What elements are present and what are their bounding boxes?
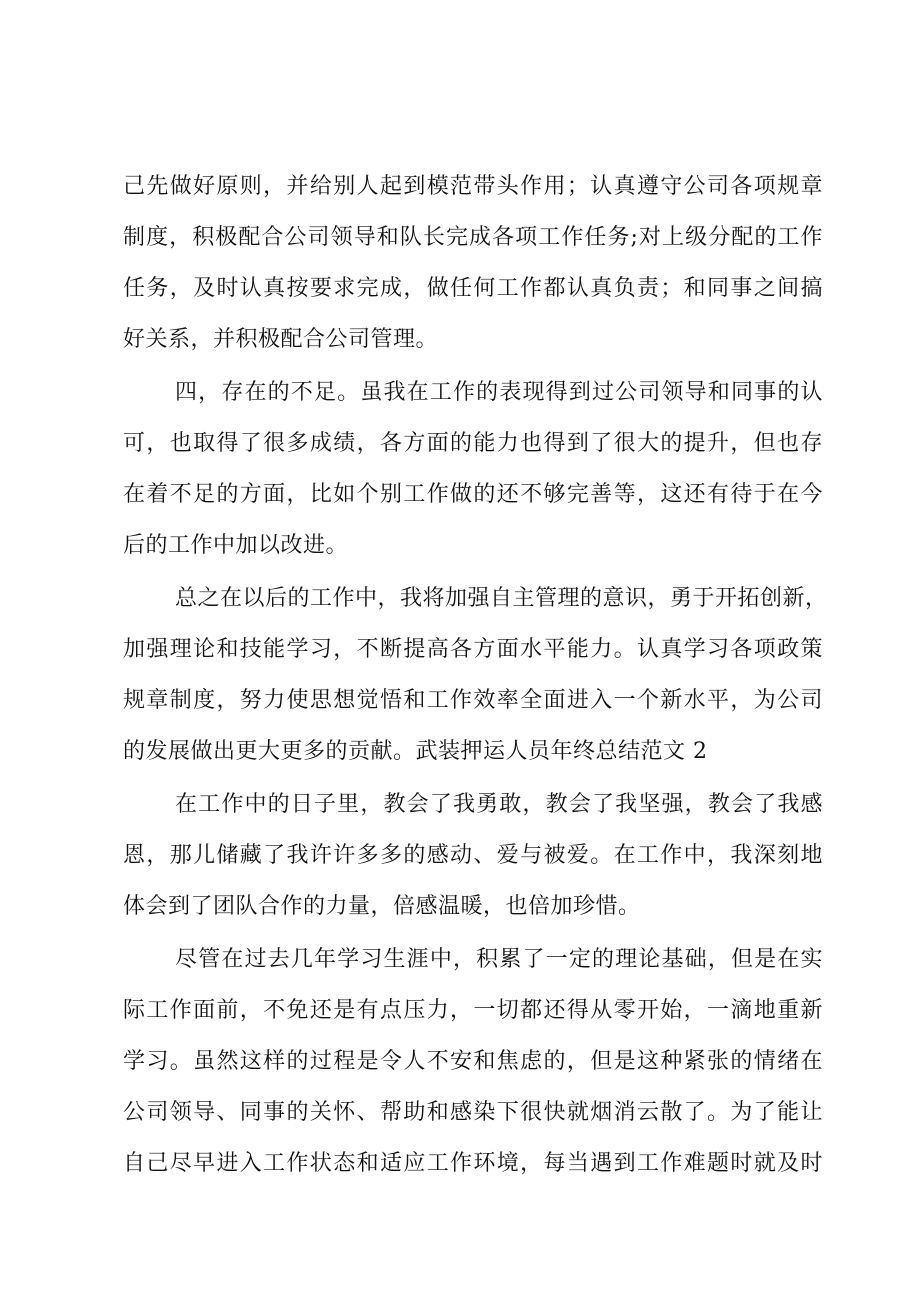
paragraph-line: 总之在以后的工作中，我将加强自主管理的意识，勇于开拓创新， [175, 586, 828, 611]
paragraph-line: 在着不足的方面，比如个别工作做的还不够完善等，这还有待于在今 [123, 482, 823, 507]
paragraph-line: 学习。虽然这样的过程是令人不安和焦虑的，但是这种紧张的情绪在 [123, 1049, 823, 1074]
paragraph-line: 后的工作中加以改进。 [123, 533, 349, 558]
paragraph-line: 四，存在的不足。虽我在工作的表现得到过公司领导和同事的认 [175, 380, 823, 405]
paragraph-line: 任务，及时认真按要求完成，做任何工作都认真负责；和同事之间搞 [123, 276, 823, 301]
paragraph-line: 公司领导、同事的关怀、帮助和感染下很快就烟消云散了。为了能让 [123, 1100, 823, 1125]
paragraph-line: 体会到了团队合作的力量，倍感温暖，也倍加珍惜。 [123, 894, 641, 919]
paragraph-line: 己先做好原则，并给别人起到模范带头作用；认真遵守公司各项规章 [123, 174, 823, 199]
paragraph-line: 可，也取得了很多成绩，各方面的能力也得到了很大的提升，但也存 [123, 431, 823, 456]
paragraph-line: 际工作面前，不免还是有点压力，一切都还得从零开始，一滴地重新 [123, 998, 823, 1023]
paragraph-line: 恩，那儿储藏了我许许多多的感动、爱与被爱。在工作中，我深刻地 [123, 843, 823, 868]
paragraph-line: 规章制度，努力使思想觉悟和工作效率全面进入一个新水平，为公司 [123, 688, 823, 713]
paragraph-line: 好关系，并积极配合公司管理。 [123, 327, 439, 352]
paragraph-line: 的发展做出更大更多的贡献。武装押运人员年终总结范文 2 [123, 739, 708, 764]
paragraph-line: 尽管在过去几年学习生涯中，积累了一定的理论基础，但是在实 [175, 947, 823, 972]
paragraph-line: 自己尽早进入工作状态和适应工作环境，每当遇到工作难题时就及时 [123, 1151, 823, 1176]
paragraph-line: 制度，积极配合公司领导和队长完成各项工作任务;对上级分配的工作 [123, 225, 823, 250]
paragraph-line: 加强理论和技能学习，不断提高各方面水平能力。认真学习各项政策 [123, 637, 823, 662]
paragraph-line: 在工作中的日子里，教会了我勇敢，教会了我坚强，教会了我感 [175, 792, 823, 817]
